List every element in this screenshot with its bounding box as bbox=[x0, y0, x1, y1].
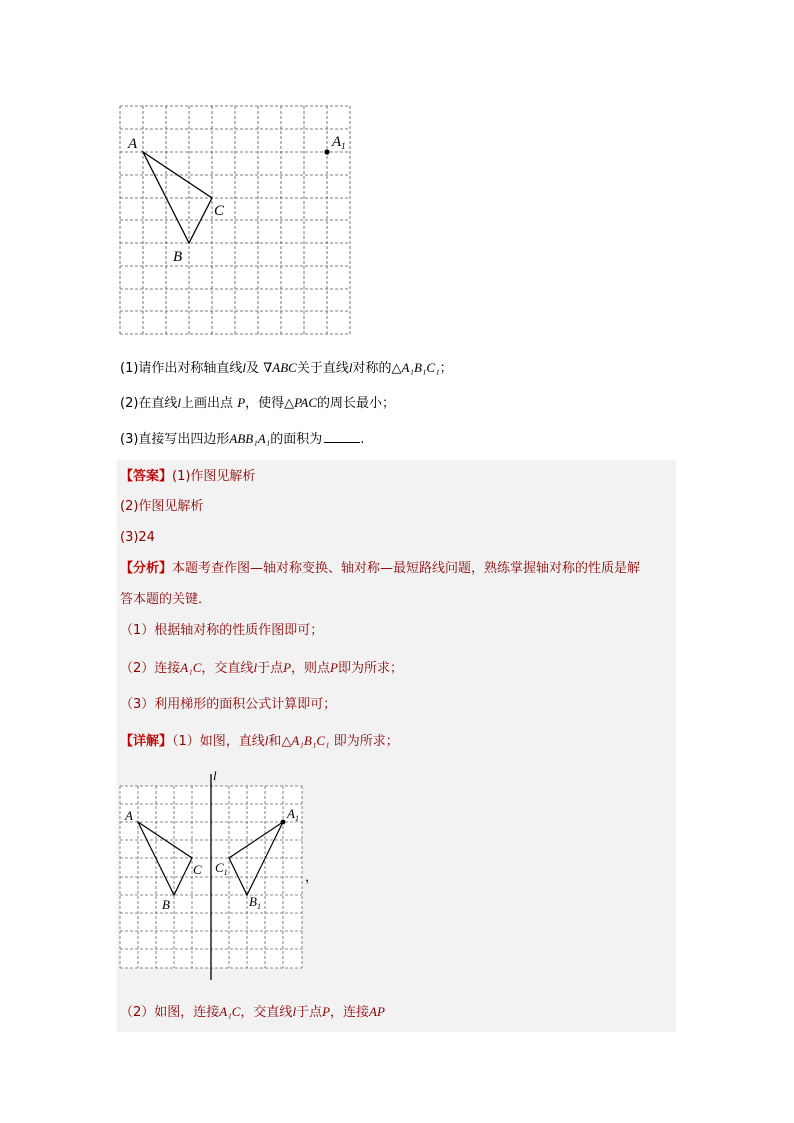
label-l: l bbox=[213, 768, 217, 783]
label-b-2: B bbox=[162, 897, 170, 912]
analysis-line-1: 【分析】本题考查作图—轴对称变换、轴对称—最短路线问题，熟练掌握轴对称的性质是解 bbox=[120, 561, 641, 576]
question-2: (2)在直线l上画出点 P，使得△PAC的周长最小； bbox=[120, 395, 396, 411]
point-a1-2 bbox=[281, 820, 286, 825]
detail-line-1: 【详解】（1）如图，直线l和△A₁B₁C₁ 即为所求； bbox=[120, 733, 399, 749]
answer-line-2: (2)作图见解析 bbox=[120, 499, 204, 514]
figure-1-grid bbox=[112, 98, 362, 343]
label-a: A bbox=[128, 136, 138, 152]
label-b1: $B_1$ bbox=[249, 894, 261, 911]
analysis-step-1: （1）根据轴对称的性质作图即可； bbox=[120, 623, 324, 638]
label-a1: $A_1$ bbox=[332, 134, 346, 151]
label-c: C bbox=[214, 203, 225, 219]
label-b: B bbox=[173, 249, 183, 265]
analysis-step-2: （2）连接A₁C，交直线l于点P，则点P即为所求； bbox=[120, 660, 404, 676]
figure-comma: ， bbox=[305, 870, 319, 885]
answer-line-1: 【答案】(1)作图见解析 bbox=[120, 469, 256, 484]
answer-blank[interactable] bbox=[324, 430, 360, 443]
answer-line-3: (3)24 bbox=[120, 530, 155, 545]
analysis-line-2: 答本题的关键． bbox=[120, 592, 212, 607]
detail-line-2: （2）如图，连接A₁C，交直线l于点P，连接AP bbox=[120, 1004, 385, 1020]
label-a-2: A bbox=[125, 808, 133, 823]
label-c1: $C_1$ bbox=[215, 860, 228, 877]
question-3: (3)直接写出四边形ABB₁A₁的面积为 . bbox=[120, 431, 365, 447]
analysis-step-3: （3）利用梯形的面积公式计算即可； bbox=[120, 697, 337, 712]
point-a1 bbox=[324, 149, 329, 154]
triangle-abc bbox=[143, 152, 212, 243]
figure-2-solution bbox=[114, 766, 314, 986]
label-a1-2: $A_1$ bbox=[287, 806, 299, 823]
question-1: (1)请作出对称轴直线l及 ∇ABC关于直线l对称的△A₁B₁C₁； bbox=[120, 360, 453, 376]
label-c-2: C bbox=[193, 862, 202, 877]
